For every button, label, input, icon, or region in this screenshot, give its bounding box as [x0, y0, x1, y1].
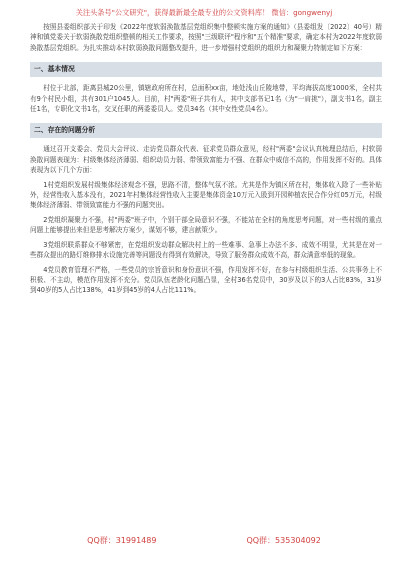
header-banner: 关注头条号"公文研究"，获得最新最全最专业的公文资料库！ 微信：gongwenyj: [75, 8, 333, 17]
section-heading-problems: 二、存在的问题分析: [30, 123, 382, 138]
qq-group-1: QQ群：31991489: [87, 535, 157, 545]
qq-group-2: QQ群：535304092: [246, 535, 321, 545]
problem-3-paragraph: 3党组织联系群众不够紧密，在党组织发动群众解决村上的一些难事、急事上办法不多、成效不明显，尤其是在对一些群众提出的路灯维修排水设施完善等问题没有得到有效解决，导致了服务群众成效不高，群众满意率低的现象。: [30, 240, 382, 260]
footer: [0, 530, 408, 550]
intro-paragraph: 按照县委组织部关于印发《2022年度软弱涣散基层党组织集中整顿实施方案的通知》（县委组发〔2022〕40号）精神和镇党委关于软弱涣散党组织整顿的相关工作要求，按照"三级联评"程序和"五个精准"要求，确定本村为2022年度软弱涣散基层党组织。为扎实推动本村软弱涣散问题整改提升，进一步增强村党组织的组织力和凝聚力特制定如下方案：: [30, 23, 383, 52]
problem-2-paragraph: 2党组织凝聚力不强，村"两委"班子中，个别干部全局意识不强，不能站在全村的角度思考问题，对一些村级的重点问题上能够提出来但是思考解决方案少，谋划不够，建言献策少。: [30, 215, 382, 235]
basic-info-paragraph: 村位于北部，距离县城20公里，镇辖政府所在村，总面积xx亩，地处浅山丘陵地带，平均海拔高度1000米，全村共有9个村民小组，共有301户1045人。目前，村"两委"班子共有人，其中支部书记1名（为"一肩挑"），副支书1名，副主任1名，专职化文书1名，交叉任职的两委委员人。党员34名（其中女性党员4名）。: [30, 84, 382, 114]
problem-1-paragraph: 1村党组织发展村级集体经济观念不强，思路不清，整体气氛不浓。尤其是作为镇区所在村，集体收入除了一些补贴外，经营性收入基本没有，2021年村集体经营性收入主要是集体资金10万元入股到开园种植农民合作分红05万元，村级集体经济薄弱、带领致富能力不强的问题突出。: [30, 180, 382, 210]
problem-4-paragraph: 4党员教育管理不严格，一些党员的宗旨意识和身份意识不强，作用发挥不好，在参与村级组织生活、公共事务上不积极、不主动，模范作用发挥不充分。党员队伍老龄化问题凸显，全村36名党员中，30岁及以下的3人占比83%，31岁到40岁的5人占比138%，41岁到45岁的4人占比111%。: [30, 265, 382, 295]
problems-intro-paragraph: 通过召开支委会、党员大会评议、走访党员群众代表、征求党员群众意见，经村"两委"会议认真梳理总结后，村软弱涣散问题表现为：村级集体经济薄弱、组织动员力弱、带领致富能力不强、在群众中威信不高的，作用发挥不好的。具体表现为以下几个方面：: [30, 145, 382, 175]
document-body: [30, 22, 382, 296]
section-heading-basic: 一、基本情况: [30, 62, 382, 77]
